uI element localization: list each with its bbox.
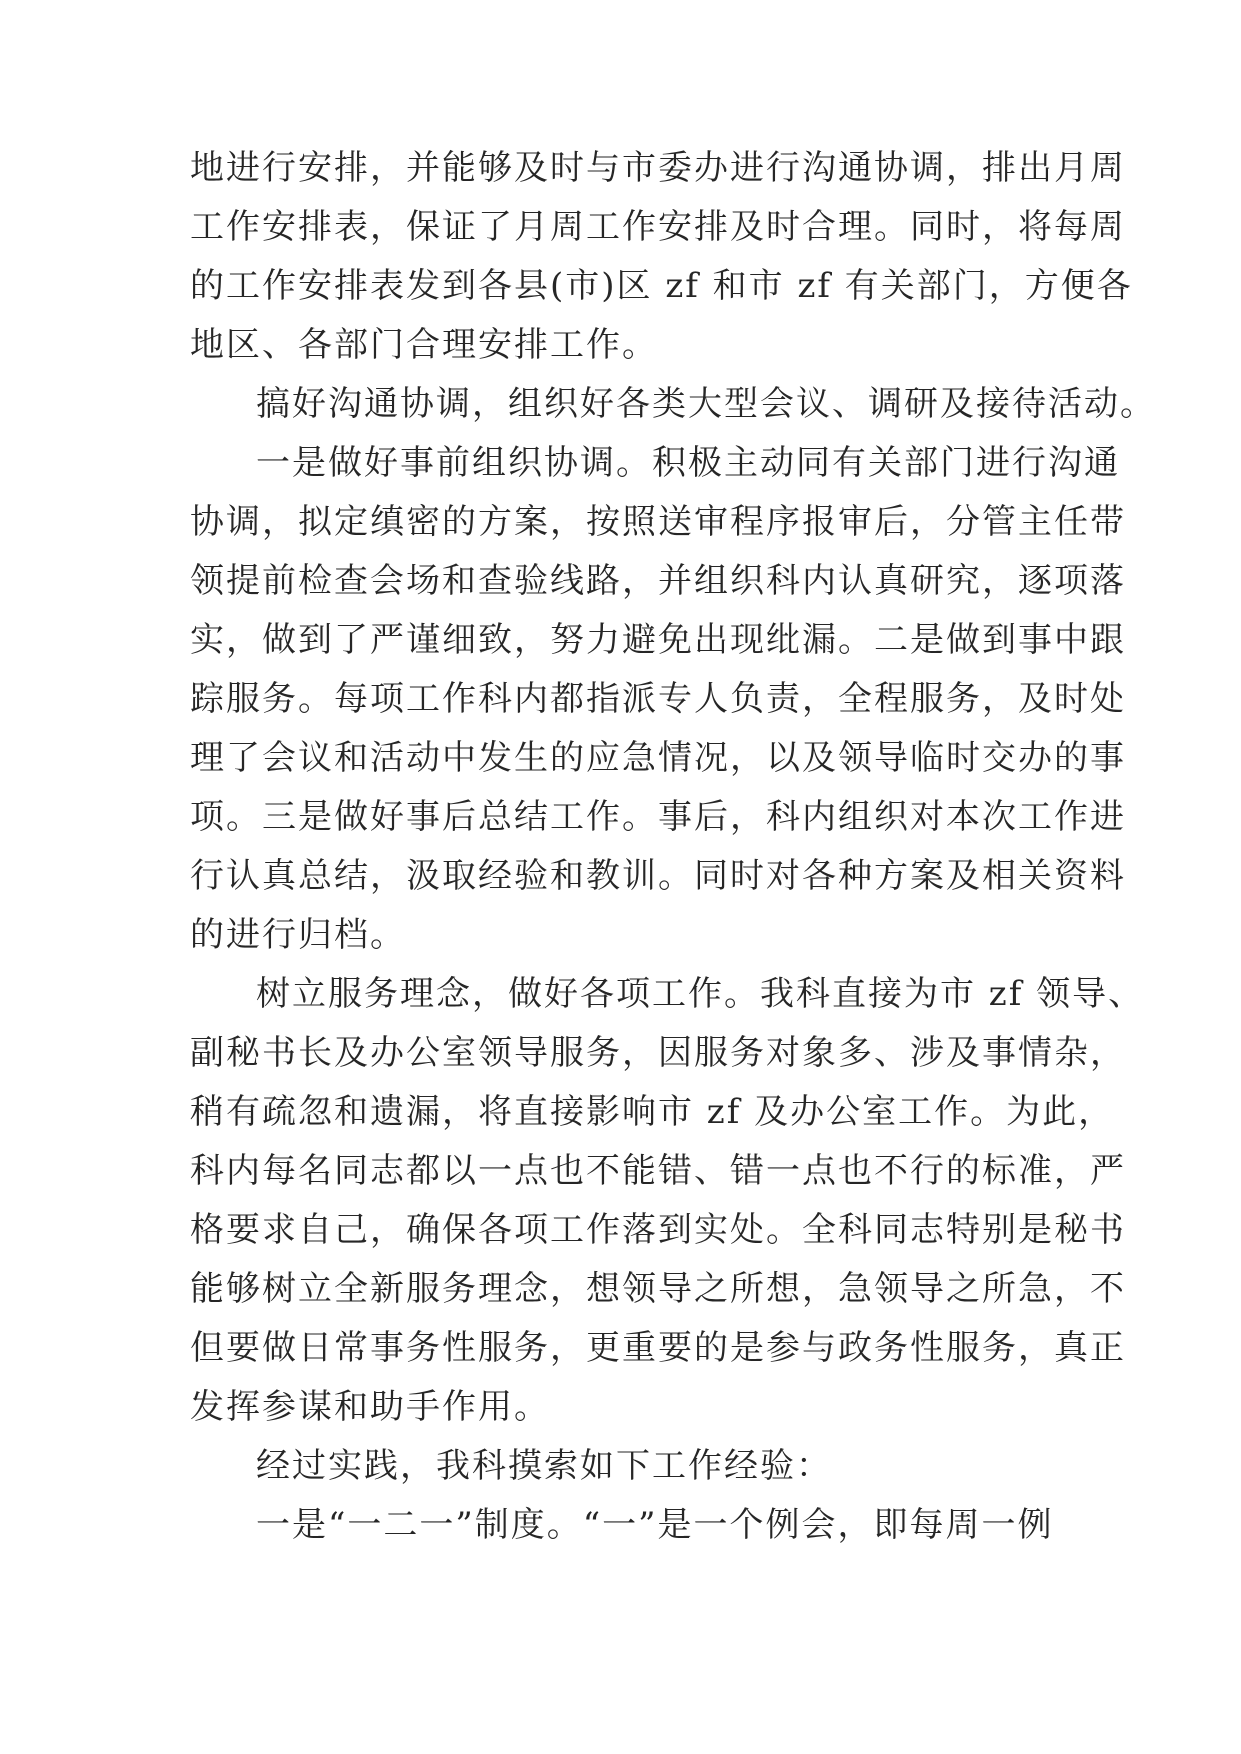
text-line: 实，做到了严谨细致，努力避免出现纰漏。二是做到事中跟 — [190, 620, 1126, 660]
text-line: 踪服务。每项工作科内都指派专人负责，全程服务，及时处 — [190, 679, 1126, 719]
text-line: 但要做日常事务性服务，更重要的是参与政务性服务，真正 — [190, 1328, 1126, 1368]
text-line: 项。三是做好事后总结工作。事后，科内组织对本次工作进 — [190, 797, 1126, 837]
text-line: 格要求自己，确保各项工作落到实处。全科同志特别是秘书 — [190, 1210, 1126, 1250]
text-line: 的进行归档。 — [190, 915, 406, 955]
text-line: 科内每名同志都以一点也不能错、错一点也不行的标准，严 — [190, 1151, 1126, 1191]
text-line: 工作安排表，保证了月周工作安排及时合理。同时，将每周 — [190, 207, 1126, 247]
text-line: 的工作安排表发到各县(市)区 zf 和市 zf 有关部门，方便各 — [190, 266, 1133, 306]
text-line: 经过实践，我科摸索如下工作经验： — [256, 1446, 832, 1486]
text-line: 理了会议和活动中发生的应急情况，以及领导临时交办的事 — [190, 738, 1126, 778]
text-line: 稍有疏忽和遗漏，将直接影响市 zf 及办公室工作。为此， — [190, 1092, 1115, 1132]
text-line: 地区、各部门合理安排工作。 — [190, 325, 658, 365]
text-line: 能够树立全新服务理念，想领导之所想，急领导之所急，不 — [190, 1269, 1126, 1309]
text-line: 地进行安排，并能够及时与市委办进行沟通协调，排出月周 — [190, 148, 1126, 188]
text-line: 一是做好事前组织协调。积极主动同有关部门进行沟通 — [256, 443, 1120, 483]
text-line: 协调，拟定缜密的方案，按照送审程序报审后，分管主任带 — [190, 502, 1126, 542]
text-line: 行认真总结，汲取经验和教训。同时对各种方案及相关资料 — [190, 856, 1126, 896]
text-line: 副秘书长及办公室领导服务，因服务对象多、涉及事情杂， — [190, 1033, 1126, 1073]
text-line: 发挥参谋和助手作用。 — [190, 1387, 550, 1427]
text-line: 领提前检查会场和查验线路，并组织科内认真研究，逐项落 — [190, 561, 1126, 601]
text-line: 树立服务理念，做好各项工作。我科直接为市 zf 领导、 — [256, 974, 1145, 1014]
text-line: 一是“一二一”制度。“一”是一个例会，即每周一例 — [256, 1505, 1054, 1545]
text-line: 搞好沟通协调，组织好各类大型会议、调研及接待活动。 — [256, 384, 1156, 424]
